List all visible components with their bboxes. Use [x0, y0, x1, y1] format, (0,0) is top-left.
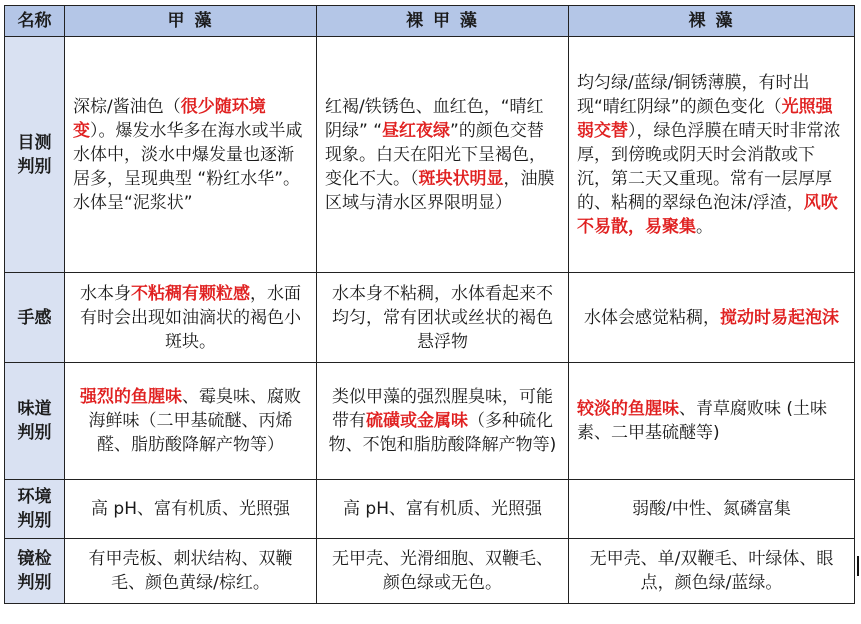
row-label-environment	[5, 480, 65, 539]
row-label-line: 环境	[17, 487, 52, 507]
cell-text: ，油膜区域与清水区界限明显）	[325, 168, 555, 213]
highlight-text: 很少随环境变	[73, 96, 266, 141]
highlight-text: 硫磺或金属味	[366, 411, 468, 431]
row-label-line: 镜检	[17, 549, 52, 569]
highlight-text: 风吹不易散，易聚集	[577, 192, 838, 237]
env-cell-dinoflagellate: 高 pH、富有机质、光照强	[65, 480, 317, 539]
cell-text: 红褐/铁锈色、血红色，“晴红阴绿” “	[325, 96, 544, 141]
highlight-text: 昼红夜绿	[382, 120, 451, 141]
highlight-text: 斑块状明显	[418, 168, 504, 189]
cell-text: 。	[696, 216, 713, 237]
smell-cell-gymnodinium	[317, 363, 569, 480]
cell-text: ，水面有时会出现如油滴状的褐色小斑块。	[80, 283, 301, 352]
row-label-line: 味道	[17, 399, 52, 419]
env-cell-euglena: 弱酸/中性、氮磷富集	[569, 480, 855, 539]
row-label-line: 判别	[17, 511, 52, 531]
cell-text: ）。爆发水华多在海水或半咸水体中，淡水中爆发量也逐渐居多，呈现典型 “粉红水华”。水体呈“泥浆状”	[73, 120, 303, 213]
header-row	[5, 6, 855, 37]
feel-cell-euglena	[569, 273, 855, 363]
row-label-line: 判别	[17, 423, 52, 443]
header-euglena: 裸 藻	[569, 6, 855, 37]
env-cell-gymnodinium: 高 pH、富有机质、光照强	[317, 480, 569, 539]
highlight-text: 不粘稠有颗粒感	[131, 283, 250, 304]
cell-text: ”的颜色交替现象。白天在阳光下呈褐色，变化不大。（	[325, 120, 546, 189]
row-label-visual	[5, 37, 65, 273]
highlight-text: 光照强弱交替	[577, 96, 833, 141]
feel-cell-dinoflagellate	[65, 273, 317, 363]
header-gymnodinium: 裸 甲 藻	[317, 6, 569, 37]
row-label-line: 判别	[17, 573, 52, 593]
row-label-line: 判别	[17, 156, 52, 177]
algae-comparison-table	[4, 5, 855, 604]
micro-cell-dinoflagellate: 有甲壳板、刺状结构、双鞭毛、颜色黄绿/棕红。	[65, 539, 317, 604]
smell-cell-euglena	[569, 363, 855, 480]
table-row	[5, 37, 855, 273]
text-cursor-mark	[857, 556, 859, 576]
visual-cell-dinoflagellate	[65, 37, 317, 273]
cell-text: 均匀绿/蓝绿/铜锈薄膜，有时出现“晴红阴绿”的颜色变化（	[577, 72, 810, 117]
cell-text: ），绿色浮膜在晴天时非常浓厚，到傍晚或阴天时会消散或下沉，第二天又重现。常有一层厚厚的、粘稠的翠绿色泡沫/浮渣，	[577, 120, 841, 213]
cell-text: 水体会感觉粘稠，	[584, 307, 720, 328]
cell-text: 水本身	[80, 283, 131, 304]
cell-text: 水本身不粘稠，水体看起来不均匀，常有团状或丝状的褐色悬浮物	[332, 283, 553, 352]
visual-cell-gymnodinium	[317, 37, 569, 273]
highlight-text: 强烈的鱼腥味	[80, 387, 182, 407]
row-label-feel: 手感	[5, 273, 65, 363]
cell-text: （多种硫化物、不饱和脂肪酸降解产物等)	[328, 411, 557, 455]
header-dinoflagellate: 甲 藻	[65, 6, 317, 37]
micro-cell-gymnodinium: 无甲壳、光滑细胞、双鞭毛、颜色绿或无色。	[317, 539, 569, 604]
visual-cell-euglena	[569, 37, 855, 273]
cell-text: 深棕/酱油色（	[73, 96, 181, 117]
feel-cell-gymnodinium	[317, 273, 569, 363]
cell-text: 、霉臭味、腐败海鲜味（二甲基硫醚、丙烯醛、脂肪酸降解产物等）	[88, 387, 301, 455]
table-row	[5, 480, 855, 539]
highlight-text: 较淡的鱼腥味	[577, 399, 679, 419]
cell-text: 类似甲藻的强烈腥臭味，可能带有	[332, 387, 553, 431]
row-label-line: 目测	[17, 132, 52, 153]
row-label-microscopy	[5, 539, 65, 604]
micro-cell-euglena: 无甲壳、单/双鞭毛、叶绿体、眼点，颜色绿/蓝绿。	[569, 539, 855, 604]
table-row	[5, 363, 855, 480]
table-row	[5, 539, 855, 604]
row-label-smell	[5, 363, 65, 480]
highlight-text: 搅动时易起泡沫	[720, 307, 839, 328]
smell-cell-dinoflagellate	[65, 363, 317, 480]
cell-text: 、青草腐败味 (土味素、二甲基硫醚等)	[577, 399, 828, 443]
table-row	[5, 273, 855, 363]
header-name: 名称	[5, 6, 65, 37]
